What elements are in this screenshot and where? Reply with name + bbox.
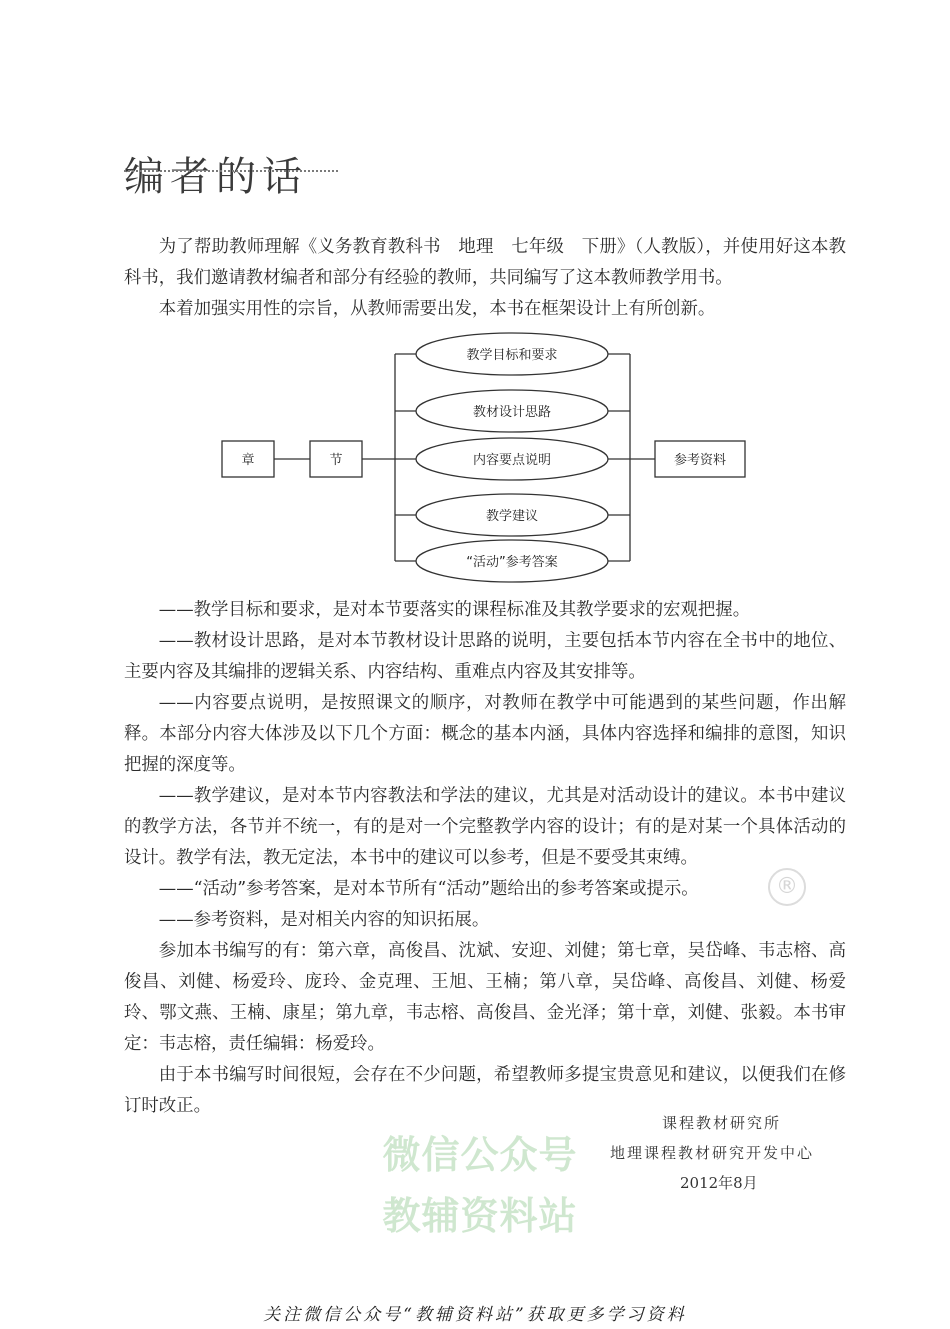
registered-mark: ® (768, 868, 806, 906)
item-label-3: 内容要点说明 (472, 453, 552, 468)
framework-diagram (219, 331, 749, 583)
intro-text (124, 232, 846, 325)
detail-paragraph-1: ——教学目标和要求，是对本节要落实的课程标准及其教学要求的宏观把握。 (158, 600, 751, 620)
signature-institute: 课程教材研究所 (662, 1114, 782, 1132)
section-label: 节 (329, 453, 343, 468)
page-title: 编者的话 (124, 153, 308, 200)
detail-paragraph-4: ——教学建议，是对本节内容教法和学法的建议，尤其是对活动设计的建议。本书中建议的教学方法，各节并不统一，有的是对一个完整教学内容的设计；有的是对某一个具体活动的设计。教学有法，教无定法，本书中的建议可以参考，但是不要受其束缚。 (124, 786, 846, 868)
item-label-5: “活动”参考答案 (466, 555, 558, 570)
item-label-4: 教学建议 (485, 509, 539, 524)
watermark-line-1: 微信公众号 (382, 1133, 578, 1177)
details-text (124, 595, 846, 1122)
item-label-2: 教材设计思路 (472, 405, 552, 420)
detail-paragraph-5: ——“活动”参考答案，是对本节所有“活动”题给出的参考答案或提示。 (158, 879, 699, 899)
detail-paragraph-2: ——教材设计思路，是对本节教材设计思路的说明，主要包括本节内容在全书中的地位、主要内容及其编排的逻辑关系、内容结构、重难点内容及其安排等。 (124, 631, 846, 682)
chapter-label: 章 (241, 453, 255, 468)
detail-paragraph-3: ——内容要点说明，是按照课文的顺序，对教师在教学中可能遇到的某些问题，作出解释。本部分内容大体涉及以下几个方面：概念的基本内涵，具体内容选择和编排的意图，知识把握的深度等。 (124, 693, 846, 775)
intro-paragraph-1: 为了帮助教师理解《义务教育教科书 地理 七年级 下册》（人教版），并使用好这本教科书，我们邀请教材编者和部分有经验的教师，共同编写了这本教师教学用书。 (124, 237, 846, 288)
watermark-line-2: 教辅资料站 (382, 1194, 578, 1238)
footer-note: 关注微信公众号“教辅资料站”获取更多学习资料 (263, 1305, 687, 1325)
detail-paragraph-6: ——参考资料，是对相关内容的知识拓展。 (158, 910, 490, 930)
title-underline (124, 170, 338, 172)
detail-paragraph-8: 由于本书编写时间很短，会存在不少问题，希望教师多提宝贵意见和建议，以便我们在修订时改正。 (124, 1065, 846, 1116)
intro-paragraph-2: 本着加强实用性的宗旨，从教师需要出发，本书在框架设计上有所创新。 (158, 299, 716, 319)
reference-label: 参考资料 (673, 453, 727, 468)
detail-paragraph-7: 参加本书编写的有：第六章，高俊昌、沈斌、安迎、刘健；第七章，吴岱峰、韦志榕、高俊昌、刘健、杨爱玲、庞玲、金克理、王旭、王楠；第八章，吴岱峰、高俊昌、刘健、杨爱玲、鄂文燕、王楠、康星；第九章，韦志榕、高俊昌、金光泽；第十章，刘健、张毅。本书审定：韦志榕，责任编辑：杨爱玲。 (124, 941, 846, 1054)
item-label-1: 教学目标和要求 (466, 348, 558, 363)
signature-date: 2012年8月 (680, 1174, 758, 1192)
signature-center: 地理课程教材研究开发中心 (610, 1144, 815, 1162)
